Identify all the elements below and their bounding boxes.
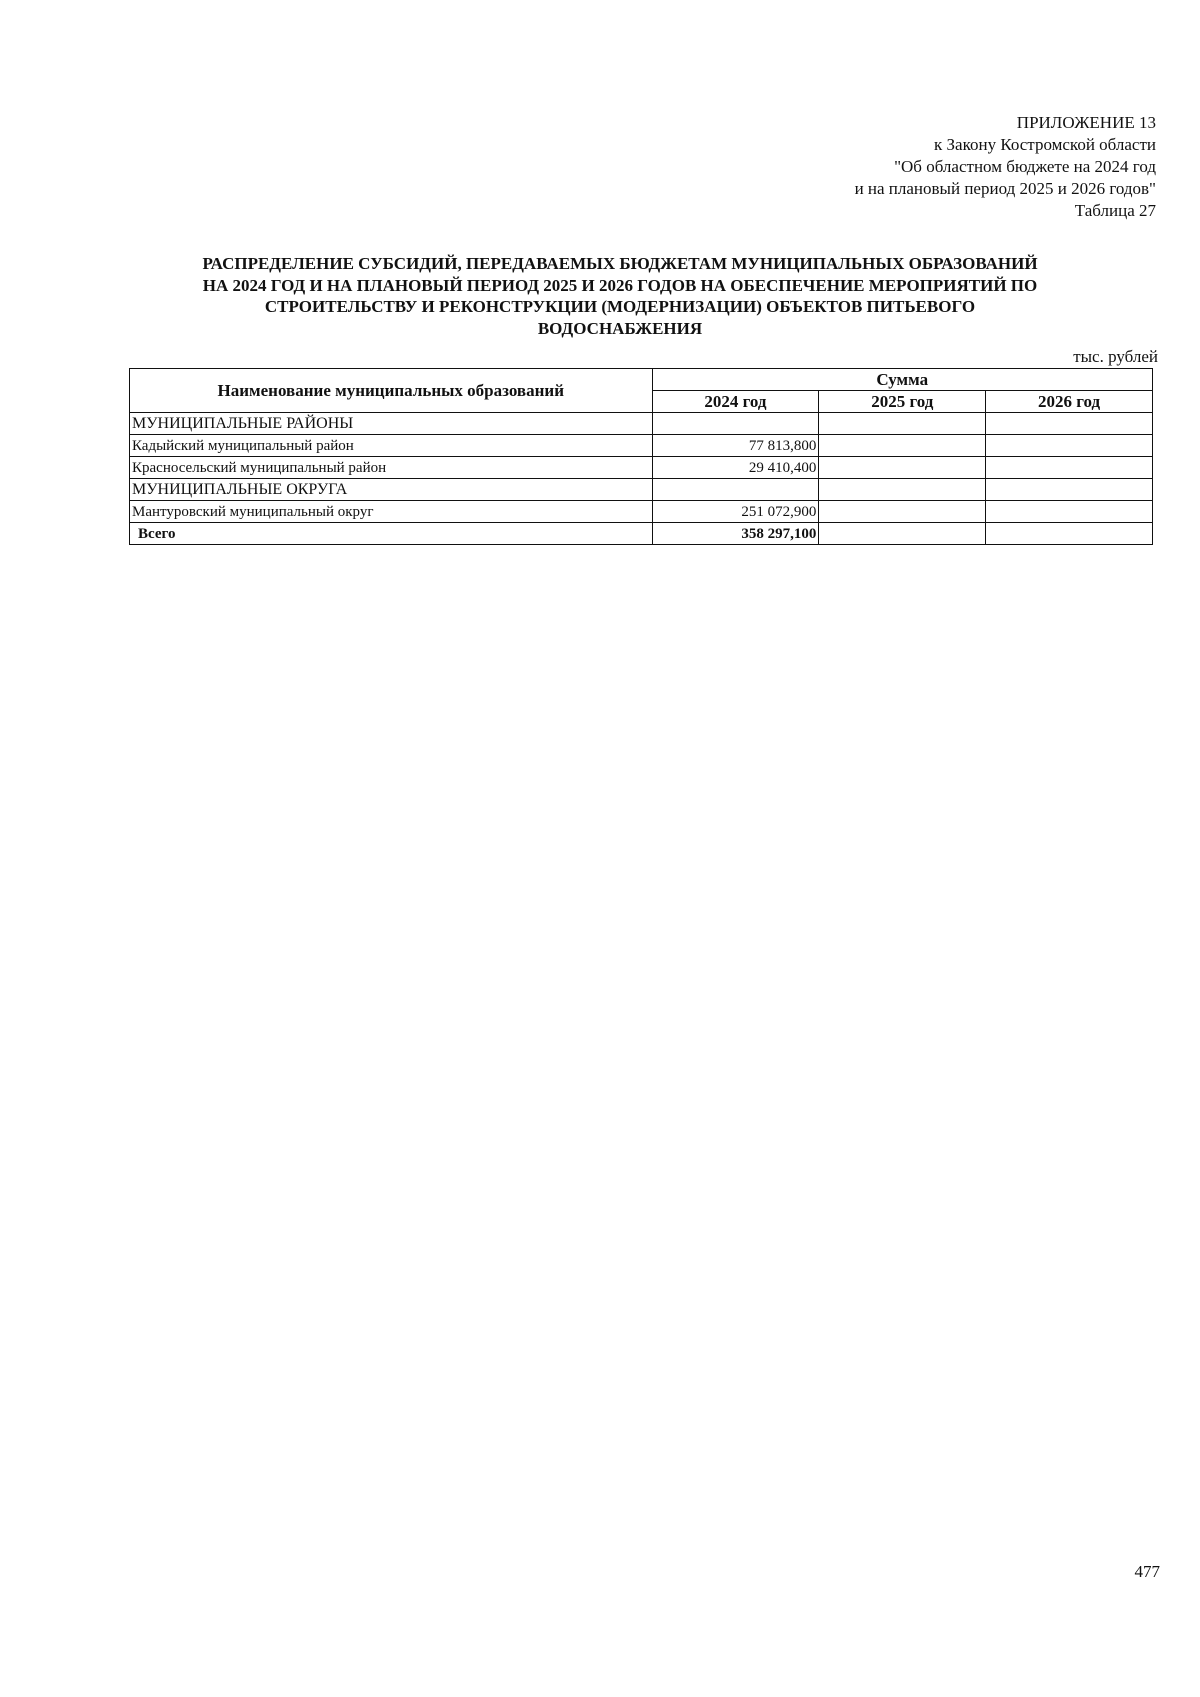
total-label: Всего (130, 523, 653, 545)
amount-2025 (819, 479, 986, 501)
table-number: Таблица 27 (1074, 201, 1156, 220)
amount-2026 (986, 413, 1153, 435)
amount-2025 (819, 501, 986, 523)
amount-2024 (652, 413, 819, 435)
table-row-total (130, 523, 1153, 545)
title-line: ВОДОСНАБЖЕНИЯ (537, 318, 703, 338)
column-header-2025: 2025 год (819, 391, 986, 413)
appendix-label: ПРИЛОЖЕНИЕ 13 (1016, 113, 1156, 132)
title-line: СТРОИТЕЛЬСТВУ И РЕКОНСТРУКЦИИ (МОДЕРНИЗАЦИИ) ОБЪЕКТОВ ПИТЬЕВОГО (264, 297, 976, 316)
amount-2026 (986, 479, 1153, 501)
title-line: РАСПРЕДЕЛЕНИЕ СУБСИДИЙ, ПЕРЕДАВАЕМЫХ БЮДЖЕТАМ МУНИЦИПАЛЬНЫХ ОБРАЗОВАНИЙ (202, 254, 1038, 273)
amount-2024: 29 410,400 (652, 457, 819, 479)
total-2026 (986, 523, 1153, 545)
amount-2024 (652, 479, 819, 501)
amount-2025 (819, 457, 986, 479)
law-reference: к Закону Костромской области (934, 135, 1156, 154)
page-number: 477 (1134, 1562, 1160, 1581)
table-row-group (130, 413, 1153, 435)
title-line: НА 2024 ГОД И НА ПЛАНОВЫЙ ПЕРИОД 2025 И 2026 ГОДОВ НА ОБЕСПЕЧЕНИЕ МЕРОПРИЯТИЙ ПО (202, 275, 1038, 295)
table-header-row (130, 369, 1153, 391)
law-title-line-2: и на плановый период 2025 и 2026 годов" (854, 179, 1156, 198)
column-header-2024: 2024 год (652, 391, 819, 413)
law-title-line-1: "Об областном бюджете на 2024 год (894, 157, 1156, 176)
amount-2026 (986, 501, 1153, 523)
total-2025 (819, 523, 986, 545)
subsidy-table (129, 368, 1153, 545)
municipality-name: МУНИЦИПАЛЬНЫЕ РАЙОНЫ (130, 413, 653, 435)
total-2024: 358 297,100 (652, 523, 819, 545)
amount-2025 (819, 413, 986, 435)
amount-2024: 251 072,900 (652, 501, 819, 523)
amount-2024: 77 813,800 (652, 435, 819, 457)
municipality-name: МУНИЦИПАЛЬНЫЕ ОКРУГА (130, 479, 653, 501)
municipality-name: Кадыйский муниципальный район (130, 435, 653, 457)
column-header-sum: Сумма (652, 369, 1152, 391)
document-title (120, 253, 1120, 339)
municipality-name: Мантуровский муниципальный округ (130, 501, 653, 523)
table-row (130, 501, 1153, 523)
municipality-name: Красносельский муниципальный район (130, 457, 653, 479)
amount-2026 (986, 435, 1153, 457)
column-header-name: Наименование муниципальных образований (130, 369, 653, 413)
amount-2026 (986, 457, 1153, 479)
table-row-group (130, 479, 1153, 501)
appendix-header (855, 112, 1156, 222)
units-label: тыс. рублей (1073, 347, 1158, 366)
table-row (130, 457, 1153, 479)
table-row (130, 435, 1153, 457)
column-header-2026: 2026 год (986, 391, 1153, 413)
amount-2025 (819, 435, 986, 457)
